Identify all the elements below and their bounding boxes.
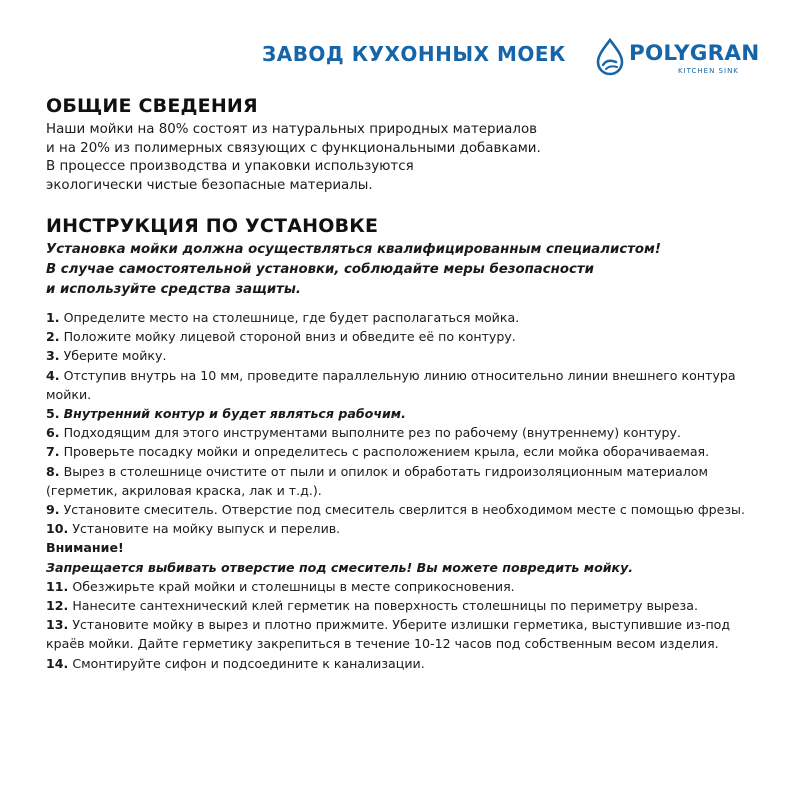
step-number: 7. [46,444,60,460]
general-paragraph [46,121,766,195]
step-number: 8. [46,463,60,479]
general-heading: ОБЩИЕ СВЕДЕНИЯ [46,95,258,117]
logo-subtitle: KITCHEN SINK [678,67,739,75]
step-text: Смонтируйте сифон и подсоедините к канализации. [72,655,425,671]
install-heading: ИНСТРУКЦИЯ ПО УСТАНОВКЕ [46,215,379,237]
steps-list-part2 [46,577,766,673]
general-line: Наши мойки на 80% состоят из натуральных природных материалов [46,122,538,137]
general-line: и на 20% из полимерных связующих с функциональными добавками. [46,140,541,156]
step-number: 11. [46,578,69,594]
steps-list-part1 [46,308,766,538]
step-number: 1. [46,310,60,325]
warning-line: Установка мойки должна осуществляться квалифицированным специалистом! [46,242,661,257]
step-text: Установите на мойку выпуск и перелив. [72,521,341,537]
step-item [46,462,766,500]
step-item [46,442,766,461]
step-number: 10. [46,521,69,537]
install-section [46,214,766,673]
drop-logo-icon [594,38,626,76]
step-item [46,423,766,442]
step-text: Определите место на столешнице, где будет располагаться мойка. [63,310,520,325]
step-text: Положите мойку лицевой стороной вниз и обведите её по контуру. [63,329,516,345]
step-item [46,654,766,673]
step-item [46,615,766,653]
step-item [46,500,766,519]
logo-wordmark: POLYGRAN [629,41,760,66]
step-number: 12. [46,598,69,614]
warning-line: В случае самостоятельной установки, соблюдайте меры безопасности [46,262,594,277]
general-line: экологически чистые безопасные материалы. [46,177,373,193]
step-text: Отступив внутрь на 10 мм, проведите параллельную линию относительно линии внешнего контура мойки. [46,367,736,402]
step-number: 13. [46,617,69,633]
step-number: 3. [46,348,60,364]
step-text: Проверьте посадку мойки и определитесь с расположением крыла, если мойка оборачиваемая. [63,444,710,460]
general-line: В процессе производства и упаковки используются [46,159,414,174]
factory-title: ЗАВОД КУХОННЫХ МОЕК [262,42,566,66]
step-item [46,596,766,615]
step-item [46,404,766,423]
general-info-section [46,94,766,195]
attention-text: Запрещается выбивать отверстие под смеситель! Вы можете повредить мойку. [46,559,634,575]
step-text: Уберите мойку. [63,348,167,364]
safety-warning [46,240,766,300]
step-item [46,308,766,327]
step-text: Нанесите сантехнический клей герметик на поверхность столешницы по периметру выреза. [72,598,698,614]
step-item [46,327,766,346]
polygran-logo [594,38,764,80]
step-text: Вырез в столешнице очистите от пыли и опилок и обработать гидроизоляционным материалом (герметик, акриловая краска, лак и т.д.). [46,463,708,498]
step-number: 5. [46,406,60,422]
attention-title: Внимание! [46,540,124,556]
step-item [46,346,766,365]
step-text: Подходящим для этого инструментами выполните рез по рабочему (внутреннему) контуру. [63,425,681,441]
step-text: Установите мойку в вырез и плотно прижмите. Уберите излишки герметика, выступившие из-под краёв мойки. Дайте герметику закрепиться в течение 10-12 часов под собственным весом изделия. [46,617,731,652]
step-text: Внутренний контур и будет являться рабочим. [63,406,406,422]
step-text: Обезжирьте край мойки и столешницы в месте соприкосновения. [72,578,515,594]
step-number: 4. [46,367,60,383]
step-item [46,577,766,596]
step-number: 9. [46,502,60,518]
step-text: Установите смеситель. Отверстие под смеситель сверлится в необходимом месте с помощью фрезы. [63,502,745,518]
step-item [46,366,766,404]
step-item [46,519,766,538]
step-number: 14. [46,655,69,671]
step-number: 2. [46,329,60,345]
warning-line: и используйте средства защиты. [46,282,301,297]
step-number: 6. [46,425,60,441]
document-body [46,94,766,673]
